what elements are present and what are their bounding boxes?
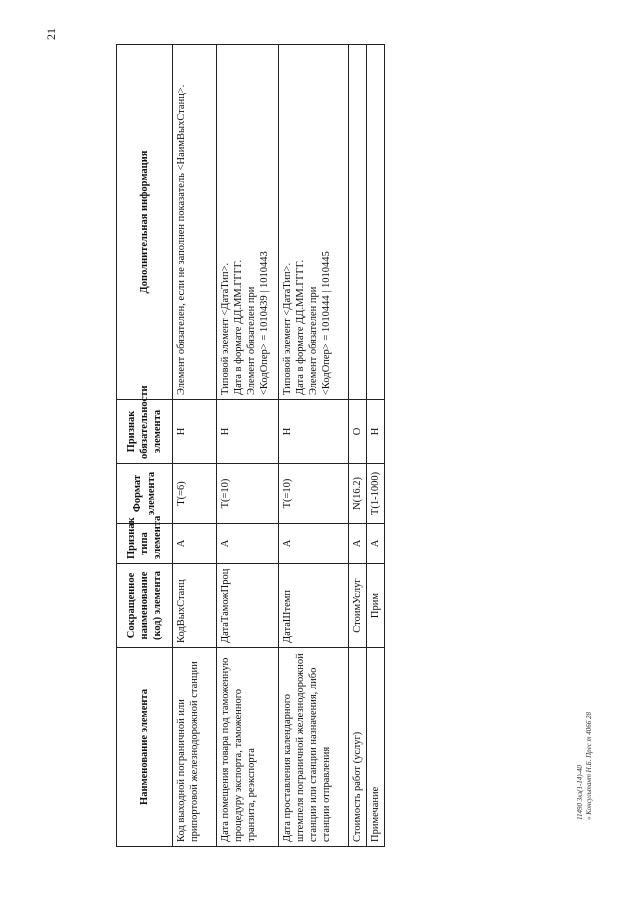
cell-code: ДатаШтемп <box>279 564 349 648</box>
cell-type: А <box>367 524 385 564</box>
table-row <box>279 45 349 847</box>
page-number: 21 <box>44 28 58 40</box>
header-element-code: Сокращенное наименование (код) элемента <box>117 564 173 648</box>
footer-line-2: « Консультант Н.Б. Прес т 4066 28 <box>585 711 594 820</box>
cell-info <box>349 45 367 400</box>
table-row <box>349 45 367 847</box>
cell-name: Примечание <box>367 648 385 847</box>
cell-type: А <box>279 524 349 564</box>
cell-code: ДатаТаможПроц <box>217 564 279 648</box>
cell-type: А <box>349 524 367 564</box>
footer-line-1: 11490 Зкз(1-14)-40 <box>576 765 584 820</box>
table-row <box>367 45 385 847</box>
cell-type: А <box>173 524 217 564</box>
cell-info <box>367 45 385 400</box>
cell-required: Н <box>279 400 349 464</box>
cell-format: Т(=6) <box>173 464 217 524</box>
table-header-row <box>117 45 173 847</box>
elements-table-wrapper <box>116 45 382 847</box>
table-row <box>173 45 217 847</box>
cell-name: Стоимость работ (услуг) <box>349 648 367 847</box>
header-element-required: Признак обязательности элемента <box>117 400 173 464</box>
cell-format: Т(=10) <box>279 464 349 524</box>
cell-name: Код выходной пограничной или припортовой железнодорожной станции <box>173 648 217 847</box>
cell-info: Типовой элемент <ДатаТип>. Дата в формате ДД.ММ.ГГГГ. Элемент обязателен при <КодОпер> = 1010439 | 1010443 <box>217 45 279 400</box>
cell-info: Элемент обязателен, если не заполнен показатель <НаимВыхСтанц>. <box>173 45 217 400</box>
print-footer-note <box>576 712 594 820</box>
cell-required: Н <box>217 400 279 464</box>
cell-required: О <box>349 400 367 464</box>
cell-format: Т(1-1000) <box>367 464 385 524</box>
header-additional-info: Дополнительная информация <box>117 45 173 400</box>
header-element-type: Признак типа элемента <box>117 524 173 564</box>
cell-name: Дата помещения товара под таможенную процедуру экспорта, таможенного транзита, реэкспорта <box>217 648 279 847</box>
cell-format: N(16.2) <box>349 464 367 524</box>
cell-required: Н <box>367 400 385 464</box>
cell-required: Н <box>173 400 217 464</box>
cell-format: Т(=10) <box>217 464 279 524</box>
cell-code: КодВыхСтанц <box>173 564 217 648</box>
cell-name: Дата проставления календарного штемпеля пограничной железнодорожной станции или станции назначения, либо станции отправления <box>279 648 349 847</box>
table-row <box>217 45 279 847</box>
cell-type: А <box>217 524 279 564</box>
cell-info: Типовой элемент <ДатаТип>. Дата в формате ДД.ММ.ГГГГ. Элемент обязателен при <КодОпер> = 1010444 | 1010445 <box>279 45 349 400</box>
cell-code: СтоимУслуг <box>349 564 367 648</box>
elements-table <box>116 44 385 847</box>
cell-code: Прим <box>367 564 385 648</box>
header-element-name: Наименование элемента <box>117 648 173 847</box>
header-element-format: Формат элемента <box>117 464 173 524</box>
